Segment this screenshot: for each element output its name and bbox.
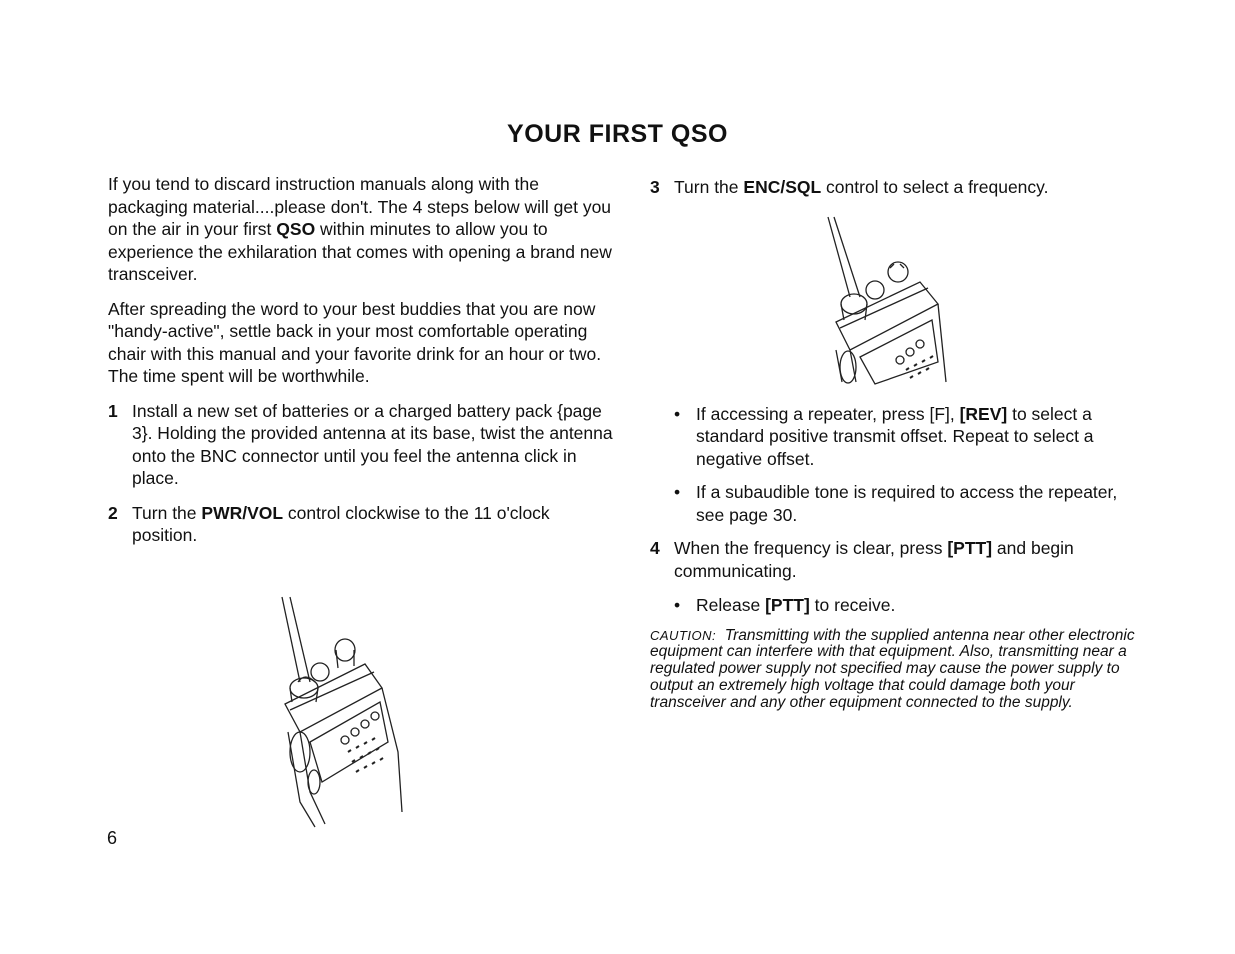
transceiver-illustration-small xyxy=(820,212,960,387)
step-text: Install a new set of batteries or a charged battery pack {page 3}. Holding the provided antenna at its base, twist the antenna onto the BNC connector until you feel the antenna click in place. xyxy=(132,400,613,488)
intro-text-2: within minutes to allow you to experience the exhilaration that comes with opening a brand new transceiver. xyxy=(108,219,612,284)
bullet-text: Release [PTT] to receive. xyxy=(696,595,896,615)
bullet-dot: • xyxy=(674,482,681,502)
left-column xyxy=(108,173,613,559)
comfort-paragraph: After spreading the word to your best buddies that you are now "handy-active", settle back in your most comfortable operating chair with this manual and your favorite drink for an hour or two. The time spent will be worthwhile. xyxy=(108,298,602,386)
caution-text: Transmitting with the supplied antenna near other electronic equipment can interfere with that equipment. Also, transmitting near a regulated power supply not specified may cause the power supply to output an extremely high voltage that could damage both your transceiver and any other equipment connected to the supply. xyxy=(650,626,1135,711)
intro-text-1: If you tend to discard instruction manuals along with the packaging material....please don't. The 4 steps below will get you on the air in your first xyxy=(108,174,612,239)
intro-bold-qso: QSO xyxy=(276,219,316,239)
pwr-vol-control-label: PWR/VOL xyxy=(201,502,284,523)
step-text: Turn the ENC/SQL control to select a frequency. xyxy=(674,177,1049,197)
step-2 xyxy=(108,502,613,547)
caution-note xyxy=(650,628,1150,712)
bullet-dot: • xyxy=(674,403,681,424)
rev-key-label: [REV] xyxy=(959,403,1008,424)
step-number: 3 xyxy=(650,177,660,197)
step-3 xyxy=(650,176,1150,199)
page-title: YOUR FIRST QSO xyxy=(507,120,728,148)
enc-sql-control-label: ENC/SQL xyxy=(743,177,822,197)
caution-label: CAUTION: xyxy=(650,627,717,643)
bullet-dot: • xyxy=(674,595,681,615)
step-4 xyxy=(650,537,1150,582)
step-1 xyxy=(108,400,613,490)
step-text: When the frequency is clear, press [PTT] and begin communicating. xyxy=(674,538,1074,581)
step-text: Turn the PWR/VOL control clockwise to the 11 o'clock position. xyxy=(132,502,550,545)
bullet-text: If accessing a repeater, press [F], [REV] to select a standard positive transmit offset. Repeat to select a negative offset. xyxy=(696,403,1094,469)
page-number: 6 xyxy=(107,828,118,848)
bullet-subaudible-tone xyxy=(650,481,1150,526)
ptt-key-label: [PTT] xyxy=(765,595,810,615)
step-number: 2 xyxy=(108,502,118,523)
bullet-repeater-offset xyxy=(650,403,1150,471)
transceiver-illustration-large xyxy=(270,592,420,832)
intro-paragraph xyxy=(108,173,613,286)
step-number: 4 xyxy=(650,538,660,558)
step-number: 1 xyxy=(108,400,118,421)
bullet-text: If a subaudible tone is required to access the repeater, see page 30. xyxy=(696,482,1118,525)
ptt-key-label: [PTT] xyxy=(947,538,993,558)
bullet-release-ptt xyxy=(650,594,1150,617)
